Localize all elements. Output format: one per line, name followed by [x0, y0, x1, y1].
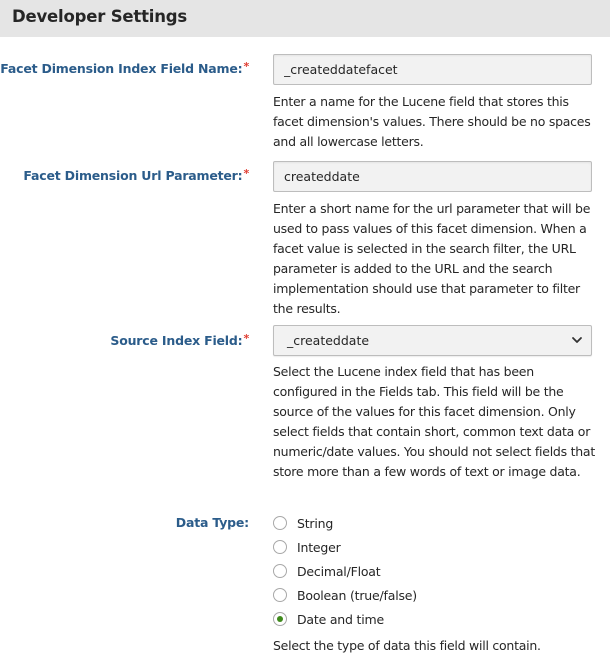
select-value: _createddate	[287, 333, 370, 348]
radio-option-date-time[interactable]	[273, 609, 384, 629]
radio-button[interactable]	[273, 564, 287, 578]
radio-option-integer[interactable]	[273, 537, 341, 557]
required-asterisk: *	[243, 60, 249, 73]
label-text: Facet Dimension Index Field Name:	[0, 61, 243, 76]
data-type-help: Select the type of data this field will contain.	[273, 638, 541, 653]
radio-button[interactable]	[273, 588, 287, 602]
radio-label: Boolean (true/false)	[297, 587, 417, 603]
index-field-name-label	[0, 61, 249, 76]
source-index-field-label	[110, 333, 249, 348]
radio-option-string[interactable]	[273, 513, 333, 533]
index-field-name-input[interactable]	[273, 54, 592, 85]
source-index-field-select[interactable]	[273, 325, 592, 356]
url-parameter-input[interactable]	[273, 161, 592, 192]
section-title: Developer Settings	[12, 7, 187, 26]
url-parameter-label	[23, 168, 249, 183]
label-text: Source Index Field:	[110, 333, 243, 348]
required-asterisk: *	[243, 167, 249, 180]
label-text: Facet Dimension Url Parameter:	[23, 168, 243, 183]
radio-button-checked[interactable]	[273, 612, 287, 626]
radio-label: Decimal/Float	[297, 563, 381, 579]
section-header	[0, 0, 610, 37]
source-index-field-help: Select the Lucene index field that has been configured in the Fields tab. This field will be the source of the values for this facet dimension. Only select fields that contain short, common text data or numeric/date values. You should not select fields that store more than a few words of text or image data.	[273, 364, 595, 479]
radio-option-decimal[interactable]	[273, 561, 380, 581]
radio-label: Integer	[297, 539, 341, 555]
data-type-label: Data Type:	[175, 515, 249, 530]
required-asterisk: *	[243, 332, 249, 345]
radio-button[interactable]	[273, 516, 287, 530]
chevron-down-icon	[571, 334, 583, 346]
radio-label: String	[297, 515, 334, 531]
index-field-name-help: Enter a name for the Lucene field that stores this facet dimension's values. There should be no spaces and all lowercase letters.	[273, 94, 591, 149]
radio-label: Date and time	[297, 611, 384, 627]
radio-button[interactable]	[273, 540, 287, 554]
url-parameter-help: Enter a short name for the url parameter that will be used to pass values of this facet dimension. When a facet value is selected in the search filter, the URL parameter is added to the URL and the search implementation should use that parameter to filter the results.	[273, 201, 591, 316]
radio-option-boolean[interactable]	[273, 585, 417, 605]
